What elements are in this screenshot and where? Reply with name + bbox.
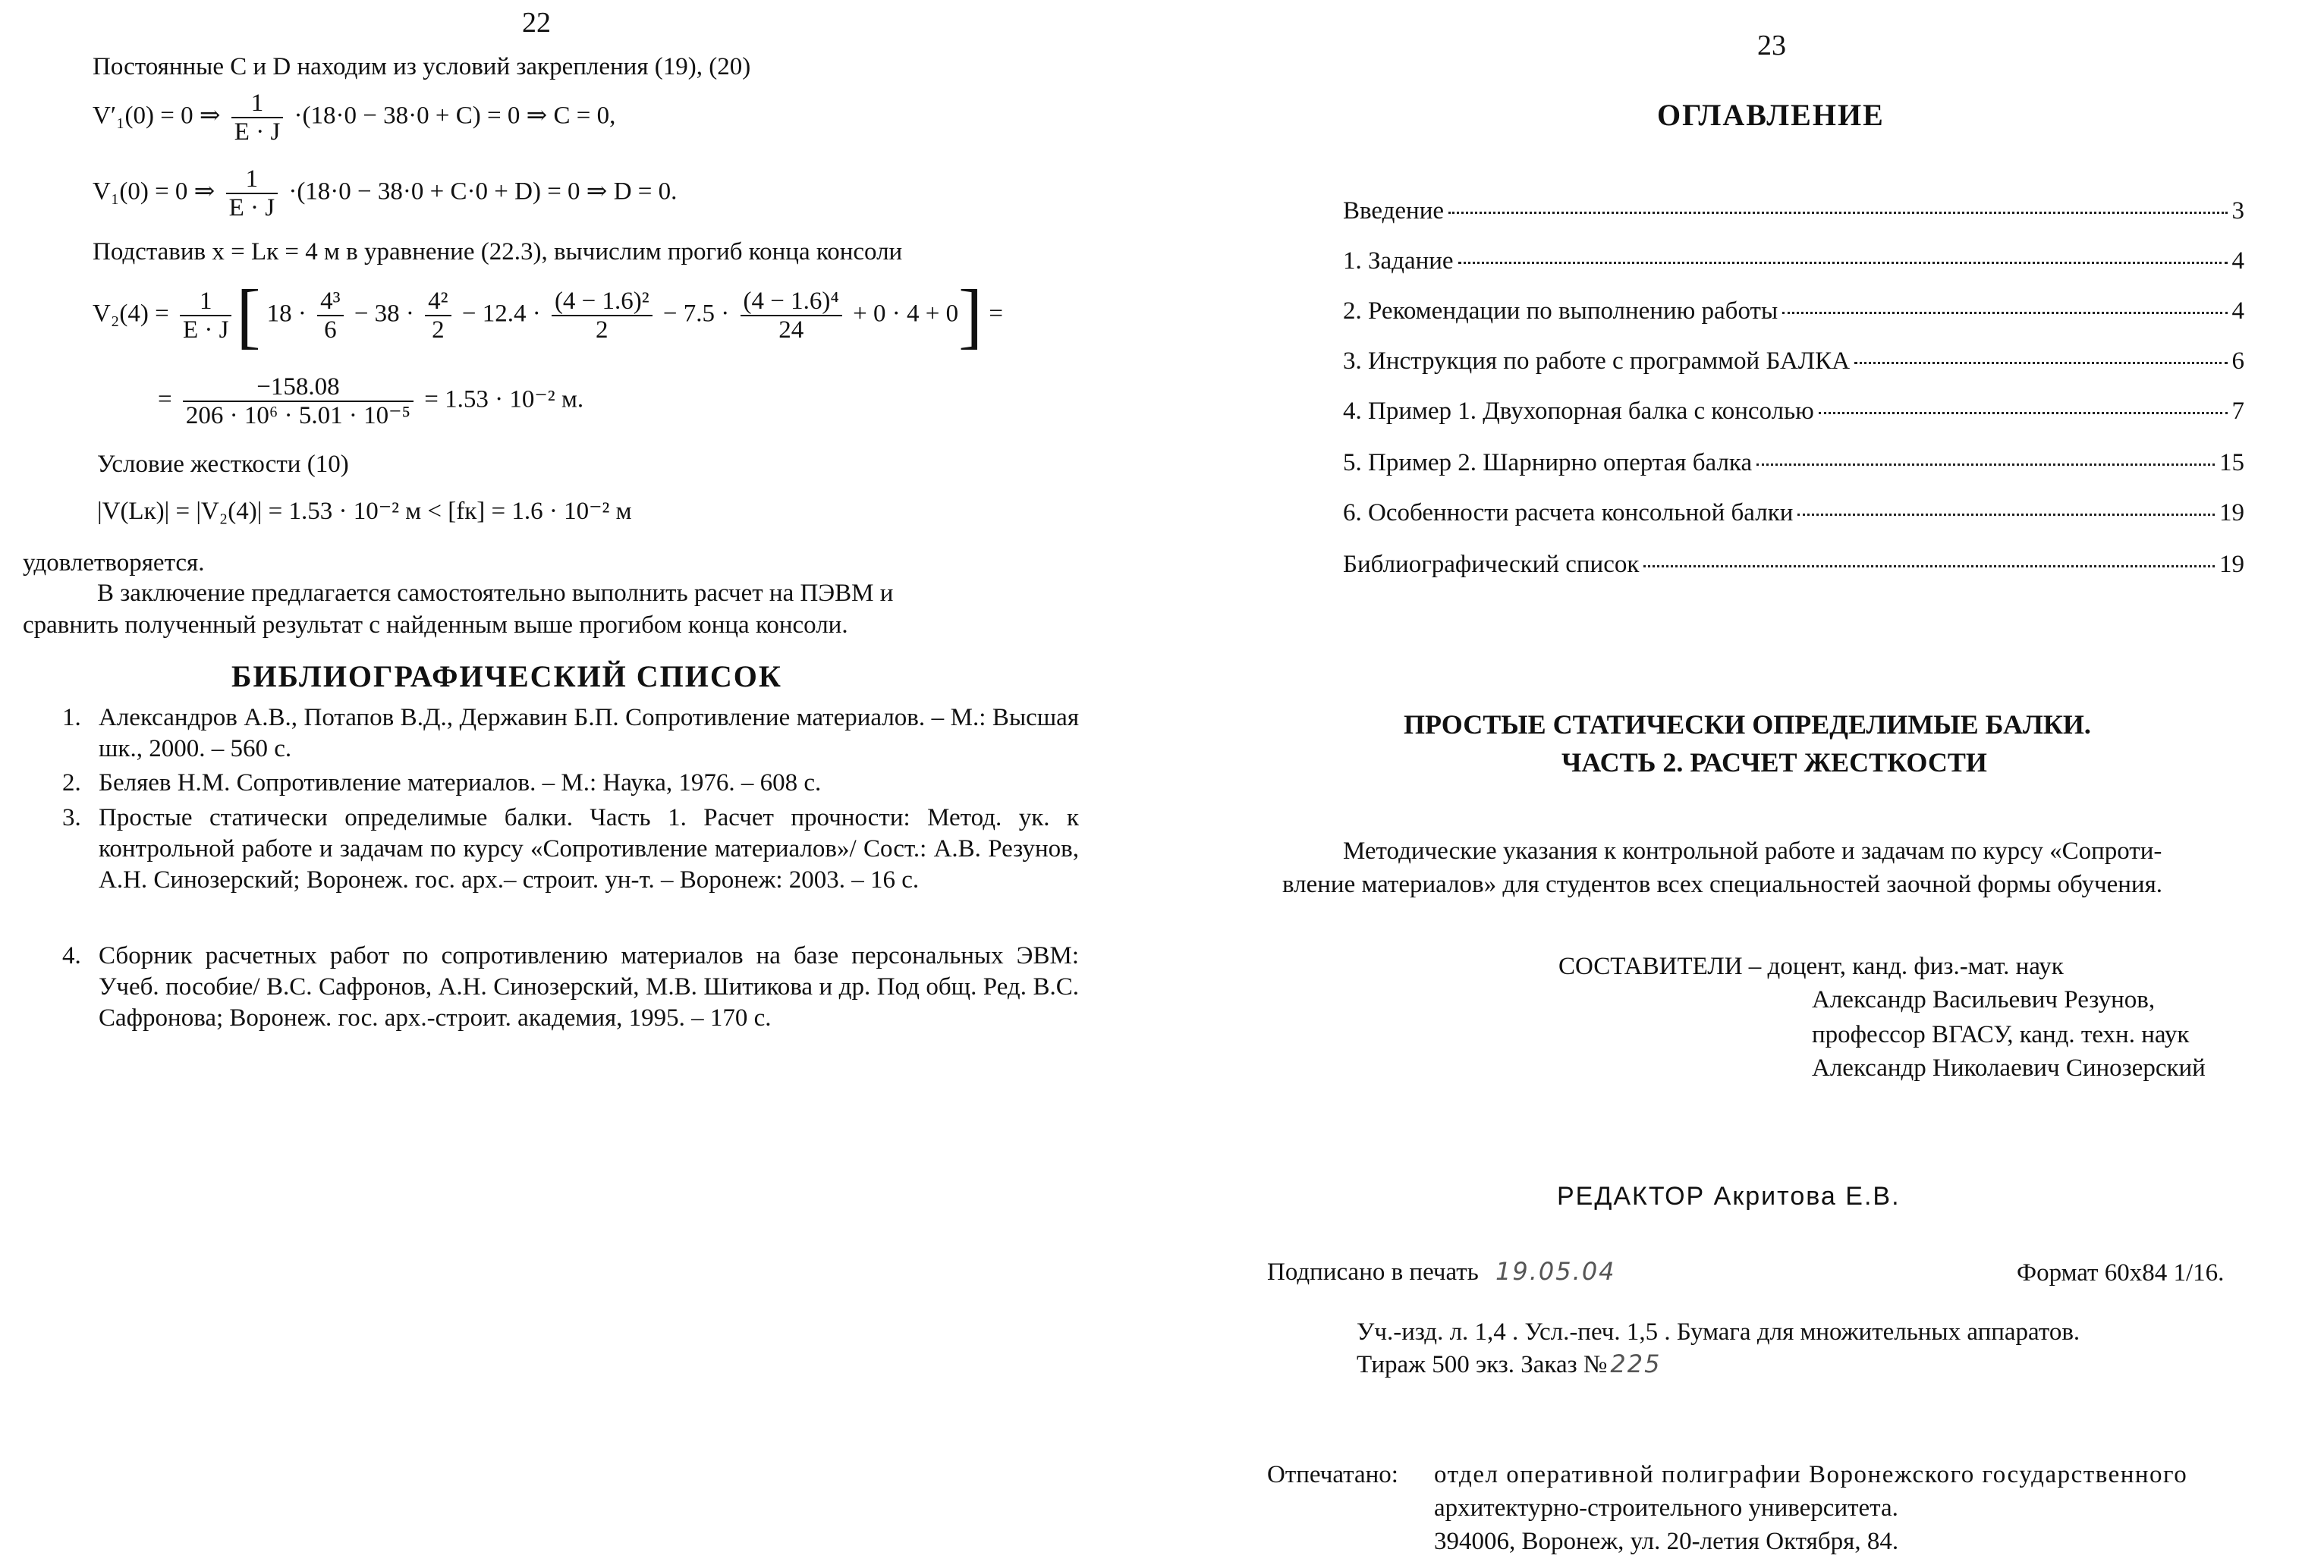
bib-text: Сборник расчетных работ по сопротивлению материалов на базе персональных ЭВМ: Учеб. пособие/ В.С. Сафронов, А.Н. Синозерский, М.В. Шитикова и др. Под общ. Ред. В.С. Сафронова; Воронеж. гос. арх.-строит. академия, 1995. – 170 с. [99,942,1079,1032]
eq3-f1-den: 6 [324,316,337,344]
bibliography-item [62,941,1079,1034]
book-title-line-1: ПРОСТЫЕ СТАТИЧЕСКИ ОПРЕДЕЛИМЫЕ БАЛКИ. [1404,709,2091,740]
equation-1 [93,90,615,146]
eq3-term1: 18 · [266,300,307,328]
printed-line-2: архитектурно-строительного университета. [1434,1494,1898,1522]
eq3-fraction-2 [425,288,451,344]
eq3-f4-num: (4 − 1.6)⁴ [741,288,842,316]
bib-text: Александров А.В., Потапов В.Д., Державин Б.П. Сопротивление материалов. – М.: Высшая шк., 2000. – 560 с. [99,704,1079,762]
eq3-term2: − 38 · [354,300,414,328]
toc-entry [1343,499,2244,527]
description-line-1: Методические указания к контрольной работе и задачам по курсу «Сопроти- [1343,837,2162,865]
eq3-fraction-main [180,288,232,344]
eq3-end: = [989,300,1003,328]
toc-title: ОГЛАВЛЕНИЕ [1657,98,1885,132]
eq2-lhs: V₁(0) = 0 ⇒ [93,178,215,206]
eq1-rhs: ·(18·0 − 38·0 + C) = 0 ⇒ C = 0, [294,102,616,130]
print-run-label: Тираж 500 экз. Заказ № [1357,1351,1608,1378]
bibliography-item [62,768,1079,799]
conclusion-line-2: сравнить полученный результат с найденным выше прогибом конца консоли. [23,611,848,639]
toc-entry [1343,197,2244,225]
eq3-f3-num: (4 − 1.6)² [552,288,653,316]
eq3-f4-den: 24 [778,316,804,344]
bibliography-item [62,702,1079,765]
intro-line: Постоянные C и D находим из условий закрепления (19), (20) [93,53,751,80]
order-number-handwritten: 225 [1610,1350,1662,1378]
toc-label: 5. Пример 2. Шарнирно опертая балка [1343,449,1753,476]
eq2-den: E · J [228,194,275,222]
toc-label: 4. Пример 1. Двухопорная балка с консолью [1343,397,1814,425]
printed-line-1 [1434,1460,2314,1490]
signed-label: Подписано в печать [1267,1258,1479,1286]
toc-page: 4 [2231,247,2244,275]
authors-label: СОСТАВИТЕЛИ – доцент, канд. физ.-мат. наук [1558,953,2064,980]
equation-3 [93,275,1003,356]
printed-text-1: отдел оперативной полиграфии Воронежского государственного [1434,1461,2188,1488]
bib-text: Простые статически определимые балки. Часть 1. Расчет прочности: Метод. ук. к контрольной работе и задачам по курсу «Сопротивление материалов»/ Сост.: А.В. Резунов, А.Н. Синозерский; Воронеж. гос. арх.– строит. ун-т. – Воронеж: 2003. – 16 с. [99,804,1079,894]
toc-leader [1756,463,2215,466]
author-line-4: Александр Николаевич Синозерский [1812,1054,2206,1082]
bib-num: 4. [62,942,81,969]
print-specs-line: Уч.-изд. л. 1,4 . Усл.-печ. 1,5 . Бумага для множительных аппаратов. [1357,1318,2080,1346]
toc-page: 7 [2231,397,2244,425]
eq3-fraction-3 [552,288,653,344]
toc-entry [1343,551,2244,579]
toc-leader [1782,312,2227,314]
eq3-f3-den: 2 [596,316,609,344]
toc-entry [1343,397,2244,426]
eq3-f2-den: 2 [432,316,445,344]
toc-page: 19 [2219,551,2244,578]
printed-line-3: 394006, Воронеж, ул. 20-летия Октября, 84. [1434,1528,1899,1555]
eq4-rhs: = 1.53 · 10⁻² м. [424,385,584,413]
book-title-line-2: ЧАСТЬ 2. РАСЧЕТ ЖЕСТКОСТИ [1561,747,1987,778]
bracket-open: [ [236,275,261,356]
bibliography-title: БИБЛИОГРАФИЧЕСКИЙ СПИСОК [231,659,782,693]
equation-2 [93,165,677,222]
toc-page: 19 [2219,499,2244,526]
toc-entry [1343,247,2244,275]
author-line-3: профессор ВГАСУ, канд. техн. наук [1812,1021,2190,1048]
eq1-fraction [231,90,284,146]
eq3-term3: − 12.4 · [461,300,541,328]
toc-entry [1343,449,2244,477]
eq3-term4: − 7.5 · [662,300,730,328]
toc-label: 2. Рекомендации по выполнению работы [1343,297,1778,325]
substitution-line: Подставив x = Lк = 4 м в уравнение (22.3), вычислим прогиб конца консоли [93,238,903,266]
eq3-fraction-1 [317,288,343,344]
page-number-left: 22 [522,7,551,39]
toc-entry [1343,347,2244,376]
printed-label: Отпечатано: [1267,1461,1398,1488]
eq3-f1-num: 4³ [317,288,343,316]
toc-page: 6 [2231,347,2244,375]
eq4-fraction [183,373,414,429]
signed-date-handwritten: 19.05.04 [1495,1257,1616,1286]
toc-leader [1854,362,2227,364]
eq3-fraction-4 [741,288,842,344]
signed-line [1267,1256,1616,1287]
conclusion-line-1: В заключение предлагается самостоятельно выполнить расчет на ПЭВМ и [97,580,894,607]
equation-4 [158,373,583,429]
eq3-f2-num: 4² [425,288,451,316]
eq1-den: E · J [234,118,281,146]
editor-line: РЕДАКТОР Акритова Е.В. [1557,1182,1901,1211]
format-line: Формат 60х84 1/16. [2017,1259,2225,1287]
toc-page: 15 [2219,449,2244,476]
toc-label: Библиографический список [1343,551,1640,578]
satisfied-line: удовлетворяется. [23,549,205,577]
stiffness-label: Условие жесткости (10) [97,451,349,478]
toc-leader [1458,262,2228,264]
toc-entry [1343,297,2244,325]
eq1-lhs: V′₁(0) = 0 ⇒ [93,102,221,130]
page-number-right: 23 [1757,30,1786,61]
toc-leader [1643,565,2215,567]
eq3-main-num: 1 [180,288,232,316]
bib-text: Беляев Н.М. Сопротивление материалов. – М.: Наука, 1976. – 608 с. [99,769,822,797]
toc-label: 3. Инструкция по работе с программой БАЛКА [1343,347,1851,375]
toc-leader [1448,212,2227,214]
bib-num: 3. [62,804,81,831]
toc-leader [1797,514,2215,516]
toc-leader [1819,412,2228,414]
bib-num: 2. [62,769,81,797]
eq4-num: −158.08 [183,373,414,402]
toc-label: Введение [1343,197,1445,225]
description-line-2: вление материалов» для студентов всех специальностей заочной формы обучения. [1282,871,2162,898]
bracket-close: ] [958,275,983,356]
equation-5: |V(Lк)| = |V₂(4)| = 1.53 · 10⁻² м < [fк] = 1.6 · 10⁻² м [97,498,632,525]
author-line-2: Александр Васильевич Резунов, [1812,986,2156,1013]
eq3-main-den: E · J [182,316,229,344]
bibliography-item [62,803,1079,896]
eq2-num: 1 [226,165,278,194]
eq2-fraction [226,165,278,222]
toc-label: 1. Задание [1343,247,1454,275]
toc-label: 6. Особенности расчета консольной балки [1343,499,1794,526]
eq3-term5: + 0 · 4 + 0 [853,300,959,328]
eq1-num: 1 [231,90,284,118]
eq4-den: 206 · 10⁶ · 5.01 · 10⁻⁵ [185,402,411,429]
eq4-lhs: = [158,385,172,413]
toc-page: 4 [2231,297,2244,325]
bib-num: 1. [62,704,81,731]
eq2-rhs: ·(18·0 − 38·0 + C·0 + D) = 0 ⇒ D = 0. [288,178,678,206]
print-run-line [1357,1349,1661,1380]
toc-page: 3 [2231,197,2244,225]
eq3-lhs: V₂(4) = [93,300,169,328]
